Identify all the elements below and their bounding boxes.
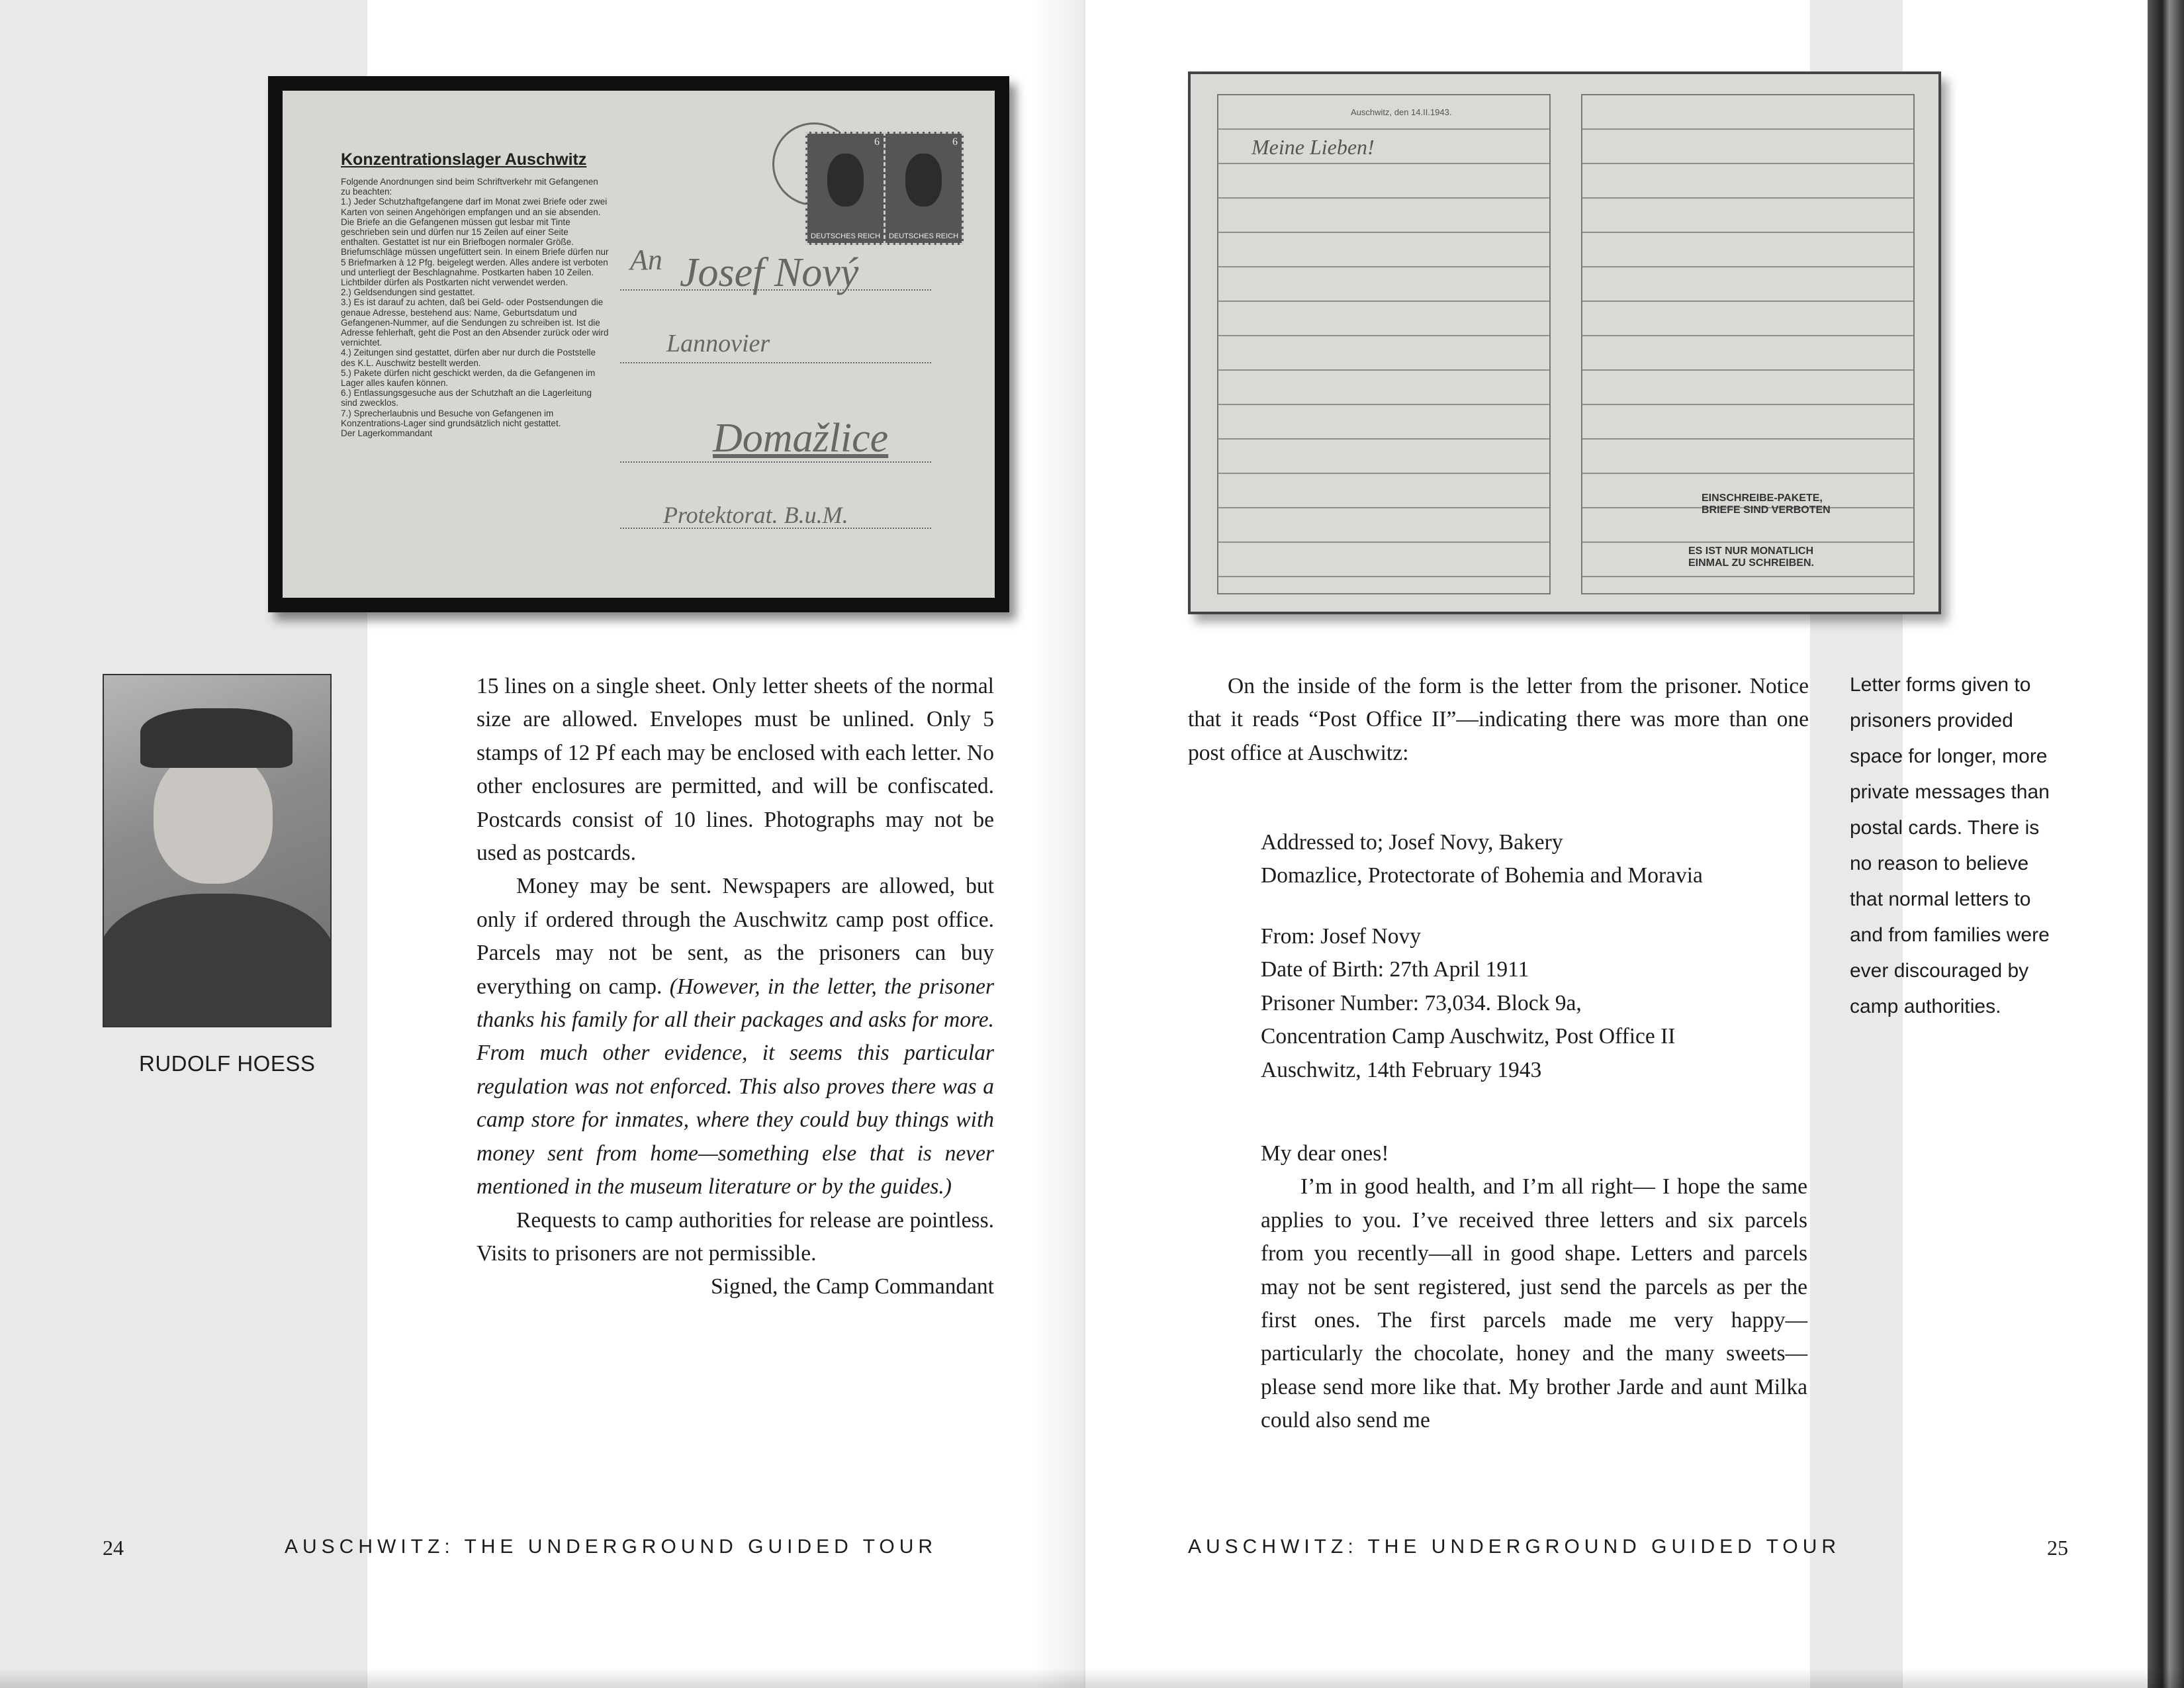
address-line-2: Domazlice, Protectorate of Bohemia and Moravia	[1261, 863, 1703, 888]
book-edge	[2148, 0, 2184, 1688]
letter-form-image	[1188, 71, 1941, 614]
uniform-shape	[103, 894, 332, 1027]
letter-stamp-a: EINSCHREIBE-PAKETE, BRIEFE SIND VERBOTEN	[1702, 492, 1831, 516]
postage-stamp-2	[884, 132, 964, 245]
page-number-right: 25	[2047, 1536, 2068, 1560]
from-line-4: Concentration Camp Auschwitz, Post Office II	[1261, 1024, 1676, 1049]
letter-greeting: Meine Lieben!	[1251, 135, 1375, 159]
paragraph-3: Requests to camp authorities for release are pointless. Visits to prisoners are not permissible.	[477, 1207, 994, 1266]
address-name: Josef Nový	[680, 250, 859, 295]
postcard-rules: Folgende Anordnungen sind beim Schriftverkehr mit Gefangenen zu beachten: 1.) Jeder Schutzhaftgefangene darf im Monat zwei Briefe oder zwei Karten von seinen Angehörigen empfangen und an sie absenden. Die Briefe an die Gefangenen müssen gut lesbar mit Tinte geschrieben sein und dürfen nur 15 Zeilen auf einer Seite enthalten. Gestattet ist nur ein Briefbogen normaler Größe. Briefumschläge müssen ungefüttert sein. In einem Briefe dürfen nur 5 Briefmarken à 12 Pfg. beigelegt werden. Alles andere ist verboten und unterliegt der Beschlagnahme. Postkarten haben 10 Zeilen. Lichtbilder dürfen als Postkarten nicht verwendet werden. 2.) Geldsendungen sind gestattet. 3.) Es ist darauf zu achten, daß bei Geld- oder Postsendungen die genaue Adresse, bestehend aus: Name, Geburtsdatum und Gefangenen-Nummer, auf die Sendungen zu schreiben ist. Ist die Adresse fehlerhaft, geht die Post an den Absender zurück oder wird vernichtet. 4.) Zeitungen sind gestattet, dürfen aber nur durch die Poststelle des K.L. Auschwitz bestellt werden. 5.) Pakete dürfen nicht geschickt werden, da die Gefangenen im Lager alles kaufen können. 6.) Entlassungsgesuche aus der Schutzhaft an die Lagerleitung sind zwecklos. 7.) Sprecherlaubnis und Besuche von Gefangenen im Konzentrations-Lager sind grundsätzlich nicht gestattet. Der Lagerkommandant	[341, 177, 609, 439]
from-line-1: From: Josef Novy	[1261, 924, 1421, 949]
cap-shape	[140, 708, 293, 768]
right-intro-text	[1188, 670, 1809, 770]
postcard-title: Konzentrationslager Auschwitz	[341, 150, 587, 169]
face-shape	[154, 751, 273, 884]
paragraph-2	[477, 870, 994, 1203]
address-block	[1261, 826, 1703, 893]
address-line-1: Addressed to; Josef Novy, Bakery	[1261, 830, 1563, 855]
stamp-label: DEUTSCHES REICH	[810, 232, 881, 240]
postcard-face	[283, 91, 995, 598]
stamp-portrait-icon	[905, 154, 942, 207]
side-note: Letter forms given to prisoners provided space for longer, more private messages than postal cards. There is no reason to believe that normal letters to and from families were ever discouraged by camp authorities.	[1850, 674, 2050, 1017]
address-city: Domažlice	[713, 416, 889, 461]
stamp-value: 6	[874, 136, 880, 148]
from-line-2: Date of Birth: 27th April 1911	[1261, 957, 1529, 982]
letter-stamp-b: ES IST NUR MONATLICH EINMAL ZU SCHREIBEN.	[1688, 545, 1814, 569]
signature-line: Signed, the Camp Commandant	[710, 1274, 994, 1299]
stamp-portrait-icon	[827, 154, 864, 207]
salutation: My dear ones!	[1261, 1141, 1389, 1166]
page-number-left: 24	[103, 1536, 124, 1560]
letter-panel-left	[1217, 94, 1551, 594]
letter-translation	[1261, 1137, 1807, 1438]
left-body-text	[477, 670, 994, 1304]
portrait-photo	[103, 674, 332, 1027]
paragraph-1: 15 lines on a single sheet. Only letter sheets of the normal size are allowed. Envelopes must be unlined. Only 5 stamps of 12 Pf each may be enclosed with each letter. No other enclosures are permitted, and will be confiscated. Postcards consist of 10 lines. Photographs may not be used as postcards.	[477, 674, 994, 866]
from-block	[1261, 920, 1675, 1087]
running-footer-right: AUSCHWITZ: THE UNDERGROUND GUIDED TOUR	[1188, 1536, 1841, 1558]
letter-panel-right	[1581, 94, 1915, 594]
running-footer-left: AUSCHWITZ: THE UNDERGROUND GUIDED TOUR	[285, 1536, 938, 1558]
address-line2: Lannovier	[666, 330, 770, 357]
intro-paragraph: On the inside of the form is the letter from the prisoner. Notice that it reads “Post Office II”—indicating there was more than one post office at Auschwitz:	[1188, 674, 1809, 765]
left-page	[0, 0, 1085, 1688]
address-line	[620, 362, 931, 363]
postage-stamp-1	[805, 132, 886, 245]
stamp-label: DEUTSCHES REICH	[888, 232, 959, 240]
stamp-value: 6	[952, 136, 958, 148]
from-line-3: Prisoner Number: 73,034. Block 9a,	[1261, 990, 1582, 1015]
letter-date-header: Auschwitz, den 14.II.1943.	[1351, 107, 1452, 117]
bottom-shadow	[0, 1668, 2184, 1688]
address-an: An	[630, 244, 662, 276]
paragraph-2-italic: (However, in the letter, the prisoner thanks his family for all their packages and asks for more. From much other evidence, it seems this particular regulation was not enforced. This also proves there was a camp store for inmates, where they could buy things with money sent from home—something else that is never mentioned in the museum literature or by the guides.)	[477, 974, 994, 1199]
paragraph-2-plain: Money may be sent. Newspapers are allowed, but only if ordered through the Auschwitz camp post office. Parcels may not be sent, as the prisoners can buy everything on camp.	[477, 874, 994, 999]
postcard-image	[268, 76, 1009, 612]
right-page	[1085, 0, 2184, 1688]
from-line-5: Auschwitz, 14th February 1943	[1261, 1057, 1542, 1082]
address-region: Protektorat. B.u.M.	[663, 502, 848, 528]
photo-caption: RUDOLF HOESS	[139, 1051, 316, 1076]
letter-body: I’m in good health, and I’m all right— I hope the same applies to you. I’ve received three letters and six parcels from you recently—all in good shape. Letters and parcels may not be sent registered, just send the parcels as per the first ones. The first parcels made me very happy— particularly the chocolate, honey and the many sweets— please send more like that. My brother Jarde and aunt Milka could also send me	[1261, 1174, 1807, 1433]
